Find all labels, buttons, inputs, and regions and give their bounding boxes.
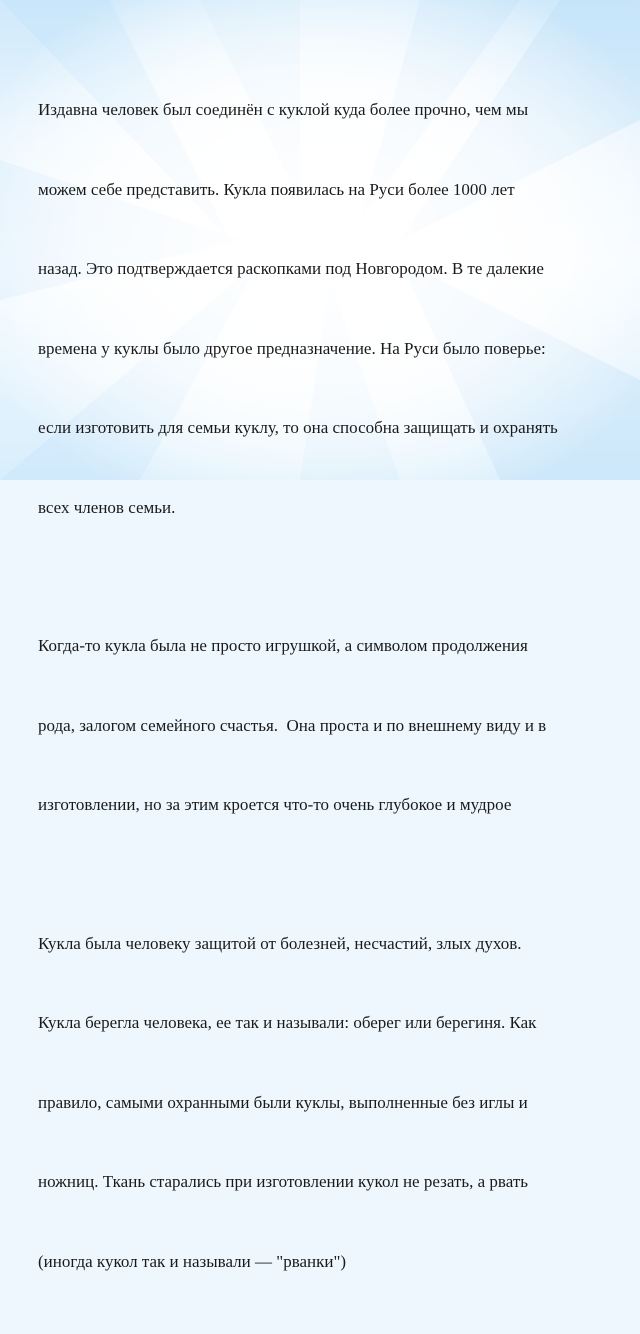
text-line: можем себе представить. Кукла появилась на Руси более 1000 лет — [38, 179, 515, 199]
text-line: изготовлении, но за этим кроется что-то очень глубокое и мудрое — [38, 795, 512, 814]
text-line: правило, самыми охранными были куклы, выполненные без иглы и — [38, 1092, 528, 1112]
text-line: Издавна человек был соединён с куклой куда более прочно, чем мы — [38, 100, 529, 119]
text-line: Кукла была человеку защитой от болезней, несчастий, злых духов. — [38, 933, 522, 953]
text-line: времена у куклы было другое предназначение. На Руси было поверье: — [38, 338, 546, 358]
paragraph-1 — [38, 44, 608, 574]
text-line: рода, залогом семейного счастья. Она проста и по внешнему виду и в — [38, 715, 547, 735]
text-line: всех членов семьи. — [38, 497, 176, 517]
paragraph-3 — [38, 878, 608, 1329]
text-line: если изготовить для семьи куклу, то она способна защищать и охранять — [38, 418, 558, 437]
text-line: Когда-то кукла была не просто игрушкой, а символом продолжения — [38, 636, 528, 655]
main-text-block — [38, 44, 608, 1334]
paragraph-2 — [38, 580, 608, 872]
text-line: (иногда кукол так и называли — "рванки") — [38, 1251, 347, 1271]
text-line: Кукла берегла человека, ее так и называли: оберег или берегиня. Как — [38, 1013, 537, 1032]
text-line: ножниц. Ткань старались при изготовлении кукол не резать, а рвать — [38, 1172, 528, 1191]
text-line: назад. Это подтверждается раскопками под Новгородом. В те далекие — [38, 259, 544, 278]
